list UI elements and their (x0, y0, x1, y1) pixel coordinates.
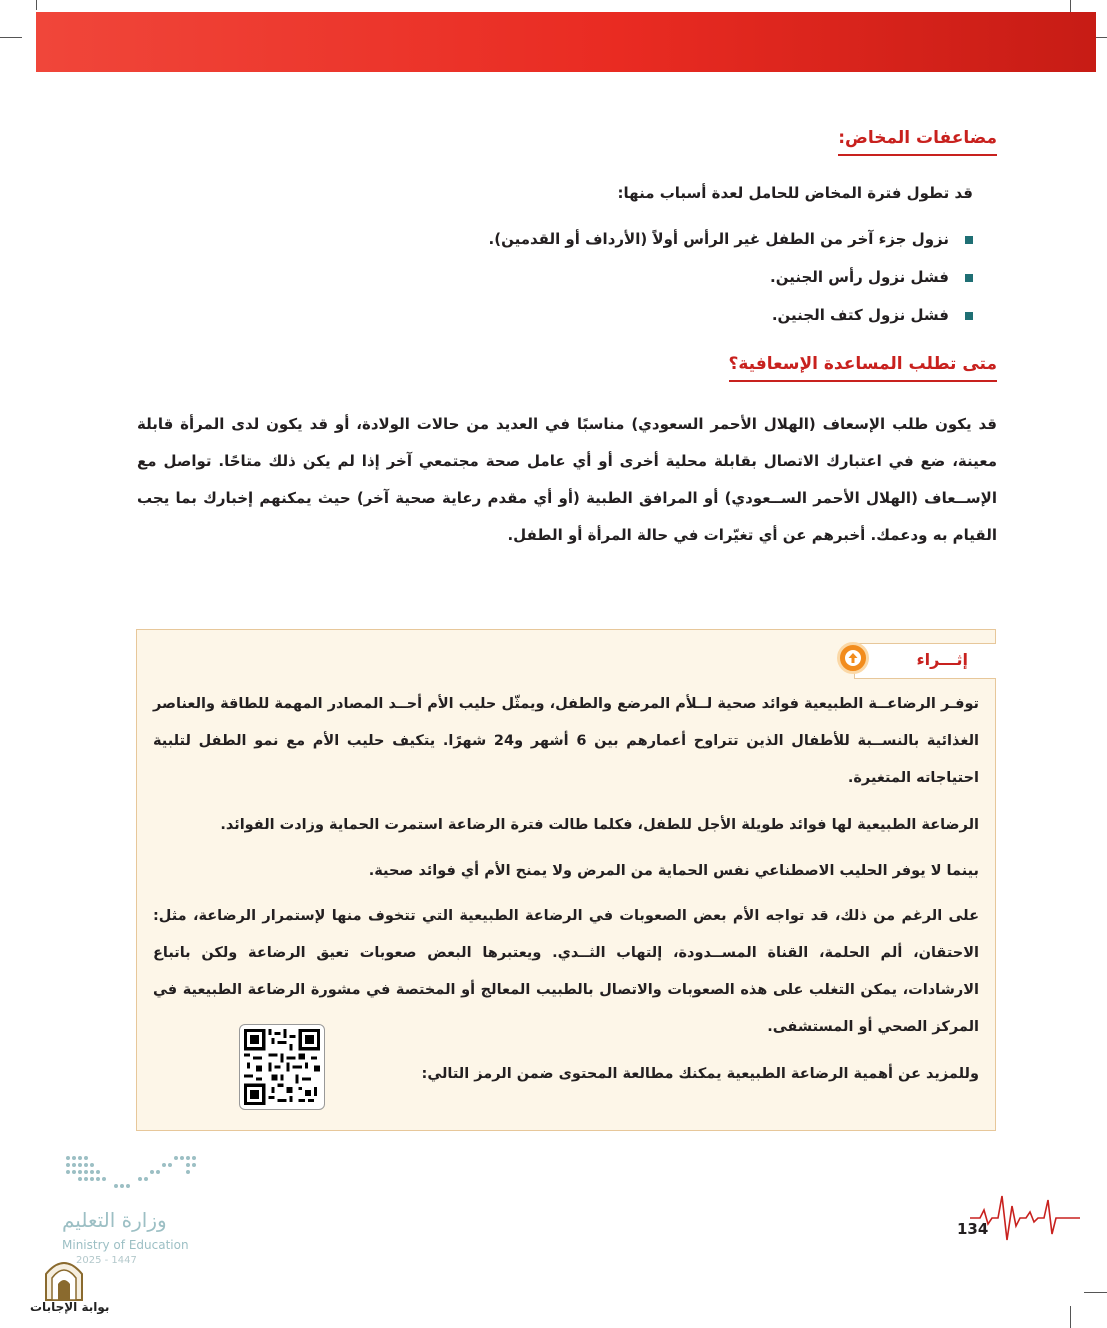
crop-mark (1084, 1292, 1107, 1293)
heartbeat-pulse-icon (970, 1188, 1080, 1248)
list-item: نزول جزء آخر من الطفل غير الرأس أولاً (الأرداف أو القدمين). (489, 224, 973, 262)
arrow-up-circle-icon[interactable] (837, 642, 869, 674)
enrichment-label: إثـــراء (916, 650, 968, 669)
ministry-logo-dots (60, 1150, 210, 1200)
section-heading-emergency: متى تطلب المساعدة الإسعافية؟ (729, 354, 997, 382)
header-banner (36, 12, 1096, 72)
labor-causes-list (489, 224, 973, 338)
bullet-square-icon (965, 236, 973, 244)
section-heading-labor-complications: مضاعفات المخاض: (838, 128, 997, 156)
bullet-square-icon (965, 312, 973, 320)
enrichment-tab (854, 643, 996, 679)
enrichment-paragraph-5: وللمزيد عن أهمية الرضاعة الطبيعية يمكنك مطالعة المحتوى ضمن الرمز التالي: (421, 1066, 979, 1082)
enrichment-paragraph-1: توفـر الرضاعــة الطبيعية فوائد صحية لــلأم المرضع والطفل، ويمثّل حليب الأم أحــد المصادر المهمة للطاقة والعناصر الغذائية بالنســبة للأطفال الذين تتراوح أعمارهم بين 6 أشهر و24 شهرًا. يتكيف حليب الأم مع نمو الطفل لتلبية احتياجاته المتغيرة. (153, 696, 979, 786)
crop-mark (36, 0, 37, 10)
qr-code[interactable] (239, 1024, 325, 1110)
crop-mark (1070, 1306, 1071, 1328)
badge-label: بوابة الإجابات (30, 1300, 110, 1314)
page-number: 134 (957, 1220, 989, 1238)
emergency-paragraph: قد يكون طلب الإسعاف (الهلال الأحمر السعودي) مناسبًا في العديد من حالات الولادة، أو قد يكون لدى المرأة قابلة معينة، ضع في اعتبارك الاتصال بقابلة محلية أخرى أو أي عامل صحة مجتمعي آخر إذا لم يكن ذلك متاحًا. تواصل مع الإســعاف (الهلال الأحمر الســعودي) أو المرافق الطبية (أو أي مقدم رعاية صحية آخر) حيث يمكنهم إخبارك بما يجب القيام به ودعمك. أخبرهم عن أي تغيّرات في حالة المرأة أو الطفل. (137, 415, 997, 544)
ministry-year: 2025 - 1447 (76, 1255, 137, 1266)
ministry-name-en: Ministry of Education (62, 1238, 189, 1252)
ministry-name-ar: وزارة التعليم (62, 1208, 167, 1232)
list-item: فشل نزول كتف الجنين. (489, 300, 973, 338)
qr-code-pattern (244, 1029, 320, 1105)
enrichment-paragraph-3: بينما لا يوفر الحليب الاصطناعي نفس الحماية من المرض ولا يمنح الأم أي فوائد صحية. (368, 863, 979, 879)
enrichment-paragraph-4: على الرغم من ذلك، قد تواجه الأم بعض الصعوبات في الرضاعة الطبيعية التي تتخوف منها لإستمرار الرضاعة، مثل: الاحتقان، ألم الحلمة، القناة المســدودة، إلتهاب الثــدي. ويعتبرها البعض صعوبات تعيق الرضاعة ولكن باتباع الارشادات، يمكن التغلب على هذه الصعوبات والاتصال بالطبيب المعالج أو المختصة في مشورة الرضاعة الطبيعية في المركز الصحي أو المستشفى. (153, 908, 979, 1035)
crop-mark (0, 37, 22, 38)
labor-intro: قد تطول فترة المخاض للحامل لعدة أسباب منها: (617, 184, 973, 202)
mosque-badge-icon (36, 1254, 92, 1302)
enrichment-paragraph-2: الرضاعة الطبيعية لها فوائد طويلة الأجل للطفل، فكلما طالت فترة الرضاعة استمرت الحماية وزادت الفوائد. (220, 817, 979, 833)
bullet-square-icon (965, 274, 973, 282)
list-item: فشل نزول رأس الجنين. (489, 262, 973, 300)
enrichment-box (136, 629, 996, 1131)
